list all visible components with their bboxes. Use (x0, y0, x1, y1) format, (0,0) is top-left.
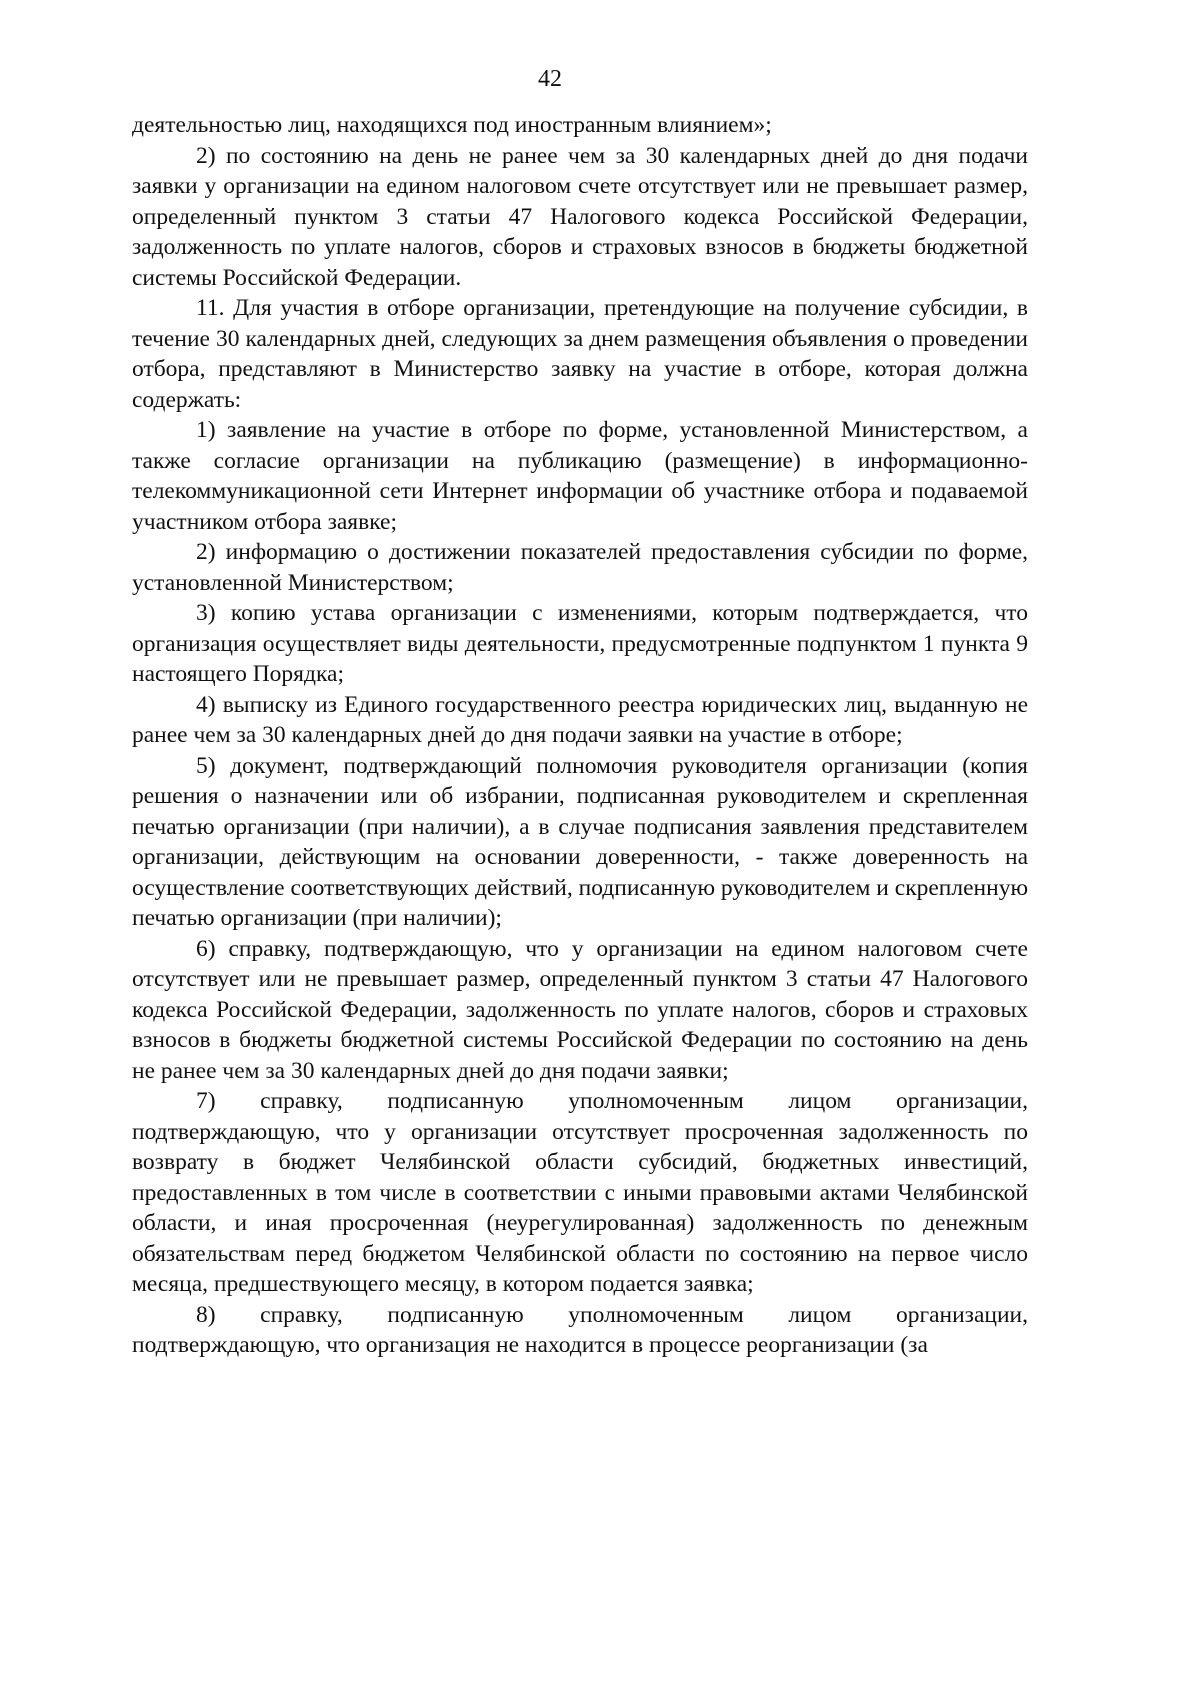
paragraph-item-7-overdue-debt-certificate: 7) справку, подписанную уполномоченным лицом организации, подтверждающую, что у организации отсутствует просроченная задолженность по возврату в бюджет Челябинской области субсидий, бюджетных инвестиций, предоставленных в том числе в соответствии с иными правовыми актами Челябинской области, и иная просроченная (неурегулированная) задолженность по денежным обязательствам перед бюджетом Челябинской области по состоянию на первое число месяца, предшествующего месяцу, в котором подается заявка; (132, 1088, 1028, 1297)
paragraph-item-2-tax-debt: 2) по состоянию на день не ранее чем за 30 календарных дней до дня подачи заявки у организации на едином налоговом счете отсутствует или не превышает размер, определенный пунктом 3 статьи 47 Налогового кодекса Российской Федерации, задолженность по уплате налогов, сборов и страховых взносов в бюджеты бюджетной системы Российской Федерации. (132, 142, 1028, 291)
paragraph-continuation: деятельностью лиц, находящихся под иностранным влиянием»; (132, 112, 772, 138)
paragraph-item-1-application: 1) заявление на участие в отборе по форме, установленной Министерством, а также согласие организации на публикацию (размещение) в информационно-телекоммуникационной сети Интернет информации об участнике отбора и подаваемой участником отбора заявке; (132, 417, 1028, 535)
paragraph-item-2-indicators: 2) информацию о достижении показателей предоставления субсидии по форме, установленной Министерством; (132, 539, 1028, 596)
paragraph-item-4-registry-extract: 4) выписку из Единого государственного реестра юридических лиц, выданную не ранее чем за 30 календарных дней до дня подачи заявки на участие в отборе; (132, 691, 1028, 748)
paragraph-item-5-authority-document: 5) документ, подтверждающий полномочия руководителя организации (копия решения о назначении или об избрании, подписанная руководителем и скрепленная печатью организации (при наличии), а в случае подписания заявления представителем организации, действующим на основании доверенности, - также доверенность на осуществление соответствующих действий, подписанную руководителем и скрепленную печатью организации (при наличии); (132, 752, 1028, 931)
page-number: 42 (538, 66, 562, 92)
document-body (132, 110, 1028, 1361)
paragraph-section-11: 11. Для участия в отборе организации, претендующие на получение субсидии, в течение 30 календарных дней, следующих за днем размещения объявления о проведении отбора, представляют в Министерство заявку на участие в отборе, которая должна содержать: (132, 295, 1028, 413)
paragraph-item-8-reorganization-certificate: 8) справку, подписанную уполномоченным лицом организации, подтверждающую, что организация не находится в процессе реорганизации (за (132, 1301, 1028, 1358)
paragraph-item-3-charter: 3) копию устава организации с изменениями, которым подтверждается, что организация осуществляет виды деятельности, предусмотренные подпунктом 1 пункта 9 настоящего Порядка; (132, 600, 1028, 687)
paragraph-item-6-tax-certificate: 6) справку, подтверждающую, что у организации на едином налоговом счете отсутствует или не превышает размер, определенный пунктом 3 статьи 47 Налогового кодекса Российской Федерации, задолженность по уплате налогов, сборов и страховых взносов в бюджеты бюджетной системы Российской Федерации по состоянию на день не ранее чем за 30 календарных дней до дня подачи заявки; (132, 935, 1028, 1084)
